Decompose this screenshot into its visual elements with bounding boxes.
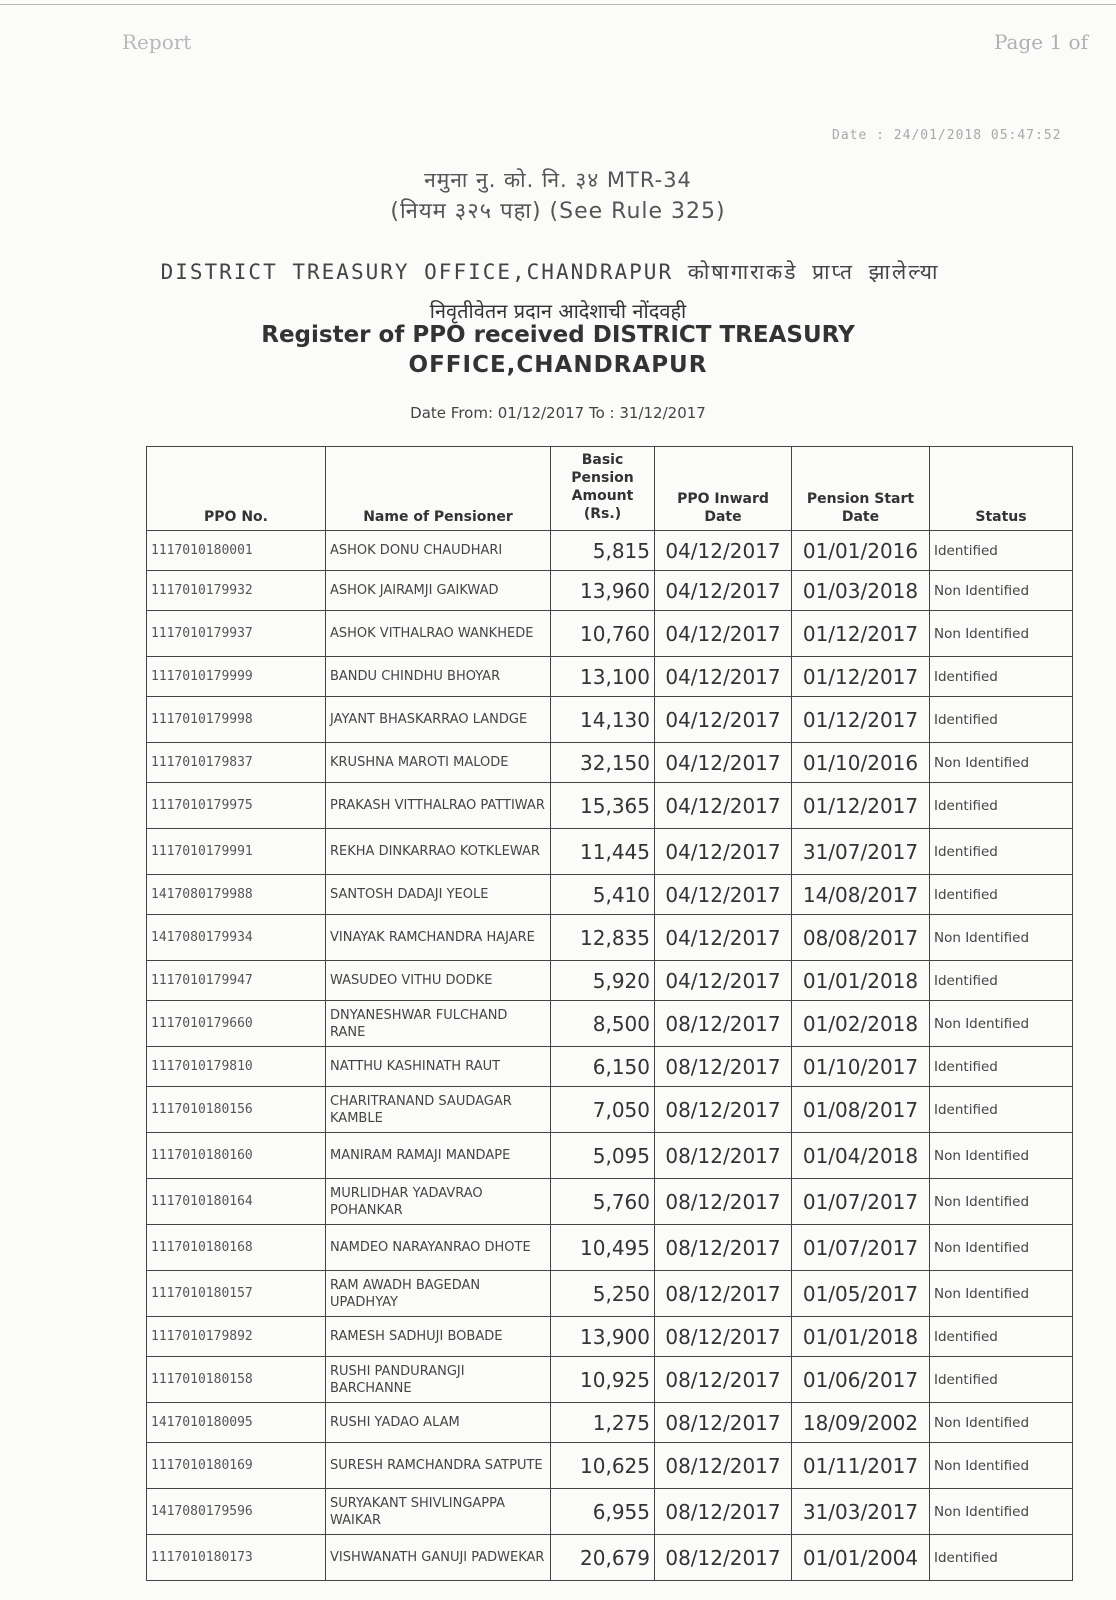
pensioner-name: CHARITRANAND SAUDAGAR KAMBLE <box>326 1087 551 1133</box>
pension-start-date: 01/07/2017 <box>792 1179 930 1225</box>
table-row <box>147 657 1073 697</box>
ppo-number: 1117010179999 <box>147 657 326 697</box>
status: Identified <box>930 1357 1073 1403</box>
table-row <box>147 571 1073 611</box>
pension-amount: 10,925 <box>551 1357 655 1403</box>
pension-amount: 15,365 <box>551 783 655 829</box>
status: Non Identified <box>930 743 1073 783</box>
pensioner-name: BANDU CHINDHU BHOYAR <box>326 657 551 697</box>
ppo-number: 1117010180156 <box>147 1087 326 1133</box>
pension-start-date: 31/07/2017 <box>792 829 930 875</box>
ppo-number: 1417080179934 <box>147 915 326 961</box>
inward-date: 04/12/2017 <box>655 783 792 829</box>
status: Identified <box>930 531 1073 571</box>
pension-amount: 5,815 <box>551 531 655 571</box>
ppo-number: 1117010179975 <box>147 783 326 829</box>
pension-start-date: 08/08/2017 <box>792 915 930 961</box>
table-row <box>147 829 1073 875</box>
ppo-number: 1417010180095 <box>147 1403 326 1443</box>
table-row <box>147 1535 1073 1581</box>
table-body <box>147 531 1073 1581</box>
table-row <box>147 1225 1073 1271</box>
pension-amount: 13,960 <box>551 571 655 611</box>
ppo-number: 1117010179660 <box>147 1001 326 1047</box>
pension-start-date: 01/12/2017 <box>792 697 930 743</box>
inward-date: 08/12/2017 <box>655 1179 792 1225</box>
status: Non Identified <box>930 1489 1073 1535</box>
inward-date: 08/12/2017 <box>655 1357 792 1403</box>
ppo-number: 1117010179998 <box>147 697 326 743</box>
pensioner-name: JAYANT BHASKARRAO LANDGE <box>326 697 551 743</box>
register-title-line2: OFFICE,CHANDRAPUR <box>408 352 708 378</box>
column-header-start-date <box>792 447 930 531</box>
inward-date: 08/12/2017 <box>655 1225 792 1271</box>
table-row <box>147 611 1073 657</box>
table-row <box>147 1133 1073 1179</box>
pension-amount: 10,625 <box>551 1443 655 1489</box>
scan-edge-line <box>0 4 1116 5</box>
column-header-inward-date <box>655 447 792 531</box>
table-row <box>147 697 1073 743</box>
table-row <box>147 1047 1073 1087</box>
inward-date: 04/12/2017 <box>655 743 792 783</box>
pension-start-date: 01/01/2018 <box>792 1317 930 1357</box>
date-range: Date From: 01/12/2017 To : 31/12/2017 <box>410 404 706 422</box>
table-row <box>147 531 1073 571</box>
pension-amount: 5,760 <box>551 1179 655 1225</box>
pension-amount: 5,095 <box>551 1133 655 1179</box>
form-number: नमुना नु. को. नि. ३४ MTR-34 <box>424 168 692 192</box>
status: Non Identified <box>930 1403 1073 1443</box>
inward-date: 08/12/2017 <box>655 1317 792 1357</box>
table-row <box>147 915 1073 961</box>
status: Identified <box>930 961 1073 1001</box>
inward-header-line1: PPO Inward <box>677 491 769 507</box>
status: Identified <box>930 697 1073 743</box>
pension-start-date: 14/08/2017 <box>792 875 930 915</box>
pensioner-name: REKHA DINKARRAO KOTKLEWAR <box>326 829 551 875</box>
inward-date: 08/12/2017 <box>655 1271 792 1317</box>
ppo-number: 1117010179892 <box>147 1317 326 1357</box>
pensioner-name: VINAYAK RAMCHANDRA HAJARE <box>326 915 551 961</box>
pensioner-name: PRAKASH VITTHALRAO PATTIWAR <box>326 783 551 829</box>
status: Non Identified <box>930 571 1073 611</box>
pensioner-name: WASUDEO VITHU DODKE <box>326 961 551 1001</box>
ppo-number: 1117010179947 <box>147 961 326 1001</box>
pensioner-name: SANTOSH DADAJI YEOLE <box>326 875 551 915</box>
status: Identified <box>930 829 1073 875</box>
register-title-line1: Register of PPO received DISTRICT TREASURY <box>261 322 855 348</box>
pension-amount: 12,835 <box>551 915 655 961</box>
pension-amount: 11,445 <box>551 829 655 875</box>
pensioner-name: MANIRAM RAMAJI MANDAPE <box>326 1133 551 1179</box>
status: Non Identified <box>930 1179 1073 1225</box>
pension-amount: 6,150 <box>551 1047 655 1087</box>
pension-amount: 8,500 <box>551 1001 655 1047</box>
inward-date: 08/12/2017 <box>655 1403 792 1443</box>
status: Non Identified <box>930 915 1073 961</box>
ppo-number: 1417080179596 <box>147 1489 326 1535</box>
pension-start-date: 01/02/2018 <box>792 1001 930 1047</box>
inward-date: 08/12/2017 <box>655 1443 792 1489</box>
pension-start-date: 01/10/2017 <box>792 1047 930 1087</box>
table-header-row <box>147 447 1073 531</box>
pension-start-date: 01/12/2017 <box>792 611 930 657</box>
table-row <box>147 961 1073 1001</box>
pension-start-date: 01/06/2017 <box>792 1357 930 1403</box>
status: Non Identified <box>930 1133 1073 1179</box>
pension-amount: 20,679 <box>551 1535 655 1581</box>
pension-amount: 6,955 <box>551 1489 655 1535</box>
status: Non Identified <box>930 1001 1073 1047</box>
pensioner-name: RUSHI YADAO ALAM <box>326 1403 551 1443</box>
table-row <box>147 1087 1073 1133</box>
pension-amount: 5,250 <box>551 1271 655 1317</box>
pension-start-date: 01/07/2017 <box>792 1225 930 1271</box>
table-row <box>147 1271 1073 1317</box>
inward-date: 04/12/2017 <box>655 961 792 1001</box>
pension-start-date: 01/01/2004 <box>792 1535 930 1581</box>
ppo-number: 1117010179837 <box>147 743 326 783</box>
ppo-number: 1117010179937 <box>147 611 326 657</box>
ppo-number: 1417080179988 <box>147 875 326 915</box>
pension-start-date: 01/11/2017 <box>792 1443 930 1489</box>
start-header-line2: Date <box>841 509 880 525</box>
ppo-number: 1117010180001 <box>147 531 326 571</box>
column-header-ppo-no: PPO No. <box>147 447 326 531</box>
ppo-number: 1117010179810 <box>147 1047 326 1087</box>
table-row <box>147 1489 1073 1535</box>
status: Identified <box>930 657 1073 697</box>
pensioner-name: RAMESH SADHUJI BOBADE <box>326 1317 551 1357</box>
amount-header-line4: (Rs.) <box>583 506 622 522</box>
pensioner-name: ASHOK VITHALRAO WANKHEDE <box>326 611 551 657</box>
table-row <box>147 1001 1073 1047</box>
start-header-line1: Pension Start <box>806 491 915 507</box>
inward-date: 08/12/2017 <box>655 1047 792 1087</box>
pension-amount: 10,760 <box>551 611 655 657</box>
office-title: DISTRICT TREASURY OFFICE,CHANDRAPUR कोषागाराकडे प्राप्त झालेल्या <box>160 260 940 284</box>
pension-start-date: 31/03/2017 <box>792 1489 930 1535</box>
page-number-label: Page 1 of <box>994 30 1089 54</box>
status: Identified <box>930 1087 1073 1133</box>
inward-date: 04/12/2017 <box>655 829 792 875</box>
pensioner-name: NAMDEO NARAYANRAO DHOTE <box>326 1225 551 1271</box>
pension-start-date: 01/04/2018 <box>792 1133 930 1179</box>
table-row <box>147 783 1073 829</box>
report-label: Report <box>122 30 192 54</box>
inward-date: 08/12/2017 <box>655 1535 792 1581</box>
status: Identified <box>930 783 1073 829</box>
pension-amount: 13,100 <box>551 657 655 697</box>
ppo-number: 1117010180158 <box>147 1357 326 1403</box>
status: Identified <box>930 1317 1073 1357</box>
table-row <box>147 1179 1073 1225</box>
marathi-register-title: निवृतीवेतन प्रदान आदेशाची नोंदवही <box>429 299 687 323</box>
pensioner-name: NATTHU KASHINATH RAUT <box>326 1047 551 1087</box>
pension-amount: 13,900 <box>551 1317 655 1357</box>
generated-date: Date : 24/01/2018 05:47:52 <box>832 128 1062 143</box>
ppo-number: 1117010180169 <box>147 1443 326 1489</box>
pensioner-name: DNYANESHWAR FULCHAND RANE <box>326 1001 551 1047</box>
column-header-name: Name of Pensioner <box>326 447 551 531</box>
pension-start-date: 01/10/2016 <box>792 743 930 783</box>
ppo-number: 1117010180157 <box>147 1271 326 1317</box>
inward-date: 04/12/2017 <box>655 611 792 657</box>
status: Non Identified <box>930 611 1073 657</box>
pensioner-name: SURYAKANT SHIVLINGAPPA WAIKAR <box>326 1489 551 1535</box>
inward-date: 04/12/2017 <box>655 571 792 611</box>
table-row <box>147 1357 1073 1403</box>
column-header-amount <box>551 447 655 531</box>
ppo-number: 1117010180173 <box>147 1535 326 1581</box>
ppo-register-table <box>146 446 1073 1581</box>
table-row <box>147 1317 1073 1357</box>
pensioner-name: SURESH RAMCHANDRA SATPUTE <box>326 1443 551 1489</box>
inward-date: 08/12/2017 <box>655 1001 792 1047</box>
table-row <box>147 1443 1073 1489</box>
pensioner-name: ASHOK JAIRAMJI GAIKWAD <box>326 571 551 611</box>
pension-amount: 32,150 <box>551 743 655 783</box>
column-header-status: Status <box>930 447 1073 531</box>
table-row <box>147 1403 1073 1443</box>
status: Identified <box>930 1047 1073 1087</box>
ppo-number: 1117010180164 <box>147 1179 326 1225</box>
pensioner-name: RUSHI PANDURANGJI BARCHANNE <box>326 1357 551 1403</box>
amount-header-line1: Basic <box>581 452 624 468</box>
pensioner-name: KRUSHNA MAROTI MALODE <box>326 743 551 783</box>
rule-reference: (नियम ३२५ पहा) (See Rule 325) <box>390 199 726 224</box>
pensioner-name: VISHWANATH GANUJI PADWEKAR <box>326 1535 551 1581</box>
pension-start-date: 01/03/2018 <box>792 571 930 611</box>
inward-date: 04/12/2017 <box>655 697 792 743</box>
ppo-number: 1117010179932 <box>147 571 326 611</box>
inward-date: 04/12/2017 <box>655 657 792 697</box>
pension-amount: 10,495 <box>551 1225 655 1271</box>
pension-start-date: 01/01/2018 <box>792 961 930 1001</box>
pensioner-name: RAM AWADH BAGEDAN UPADHYAY <box>326 1271 551 1317</box>
pension-start-date: 18/09/2002 <box>792 1403 930 1443</box>
pension-start-date: 01/05/2017 <box>792 1271 930 1317</box>
pension-amount: 7,050 <box>551 1087 655 1133</box>
pension-start-date: 01/01/2016 <box>792 531 930 571</box>
pension-start-date: 01/12/2017 <box>792 657 930 697</box>
inward-date: 08/12/2017 <box>655 1133 792 1179</box>
pensioner-name: MURLIDHAR YADAVRAO POHANKAR <box>326 1179 551 1225</box>
status: Identified <box>930 1535 1073 1581</box>
pension-start-date: 01/12/2017 <box>792 783 930 829</box>
table-row <box>147 875 1073 915</box>
pension-amount: 5,920 <box>551 961 655 1001</box>
inward-date: 04/12/2017 <box>655 531 792 571</box>
inward-header-line2: Date <box>704 509 742 525</box>
pension-start-date: 01/08/2017 <box>792 1087 930 1133</box>
status: Non Identified <box>930 1225 1073 1271</box>
ppo-number: 1117010179991 <box>147 829 326 875</box>
inward-date: 04/12/2017 <box>655 915 792 961</box>
table-row <box>147 743 1073 783</box>
status: Non Identified <box>930 1443 1073 1489</box>
pension-amount: 5,410 <box>551 875 655 915</box>
inward-date: 04/12/2017 <box>655 875 792 915</box>
ppo-number: 1117010180160 <box>147 1133 326 1179</box>
pension-amount: 1,275 <box>551 1403 655 1443</box>
pension-amount: 14,130 <box>551 697 655 743</box>
inward-date: 08/12/2017 <box>655 1087 792 1133</box>
status: Non Identified <box>930 1271 1073 1317</box>
pensioner-name: ASHOK DONU CHAUDHARI <box>326 531 551 571</box>
amount-header-line3: Amount <box>571 488 634 504</box>
status: Identified <box>930 875 1073 915</box>
ppo-number: 1117010180168 <box>147 1225 326 1271</box>
inward-date: 08/12/2017 <box>655 1489 792 1535</box>
amount-header-line2: Pension <box>571 470 634 486</box>
